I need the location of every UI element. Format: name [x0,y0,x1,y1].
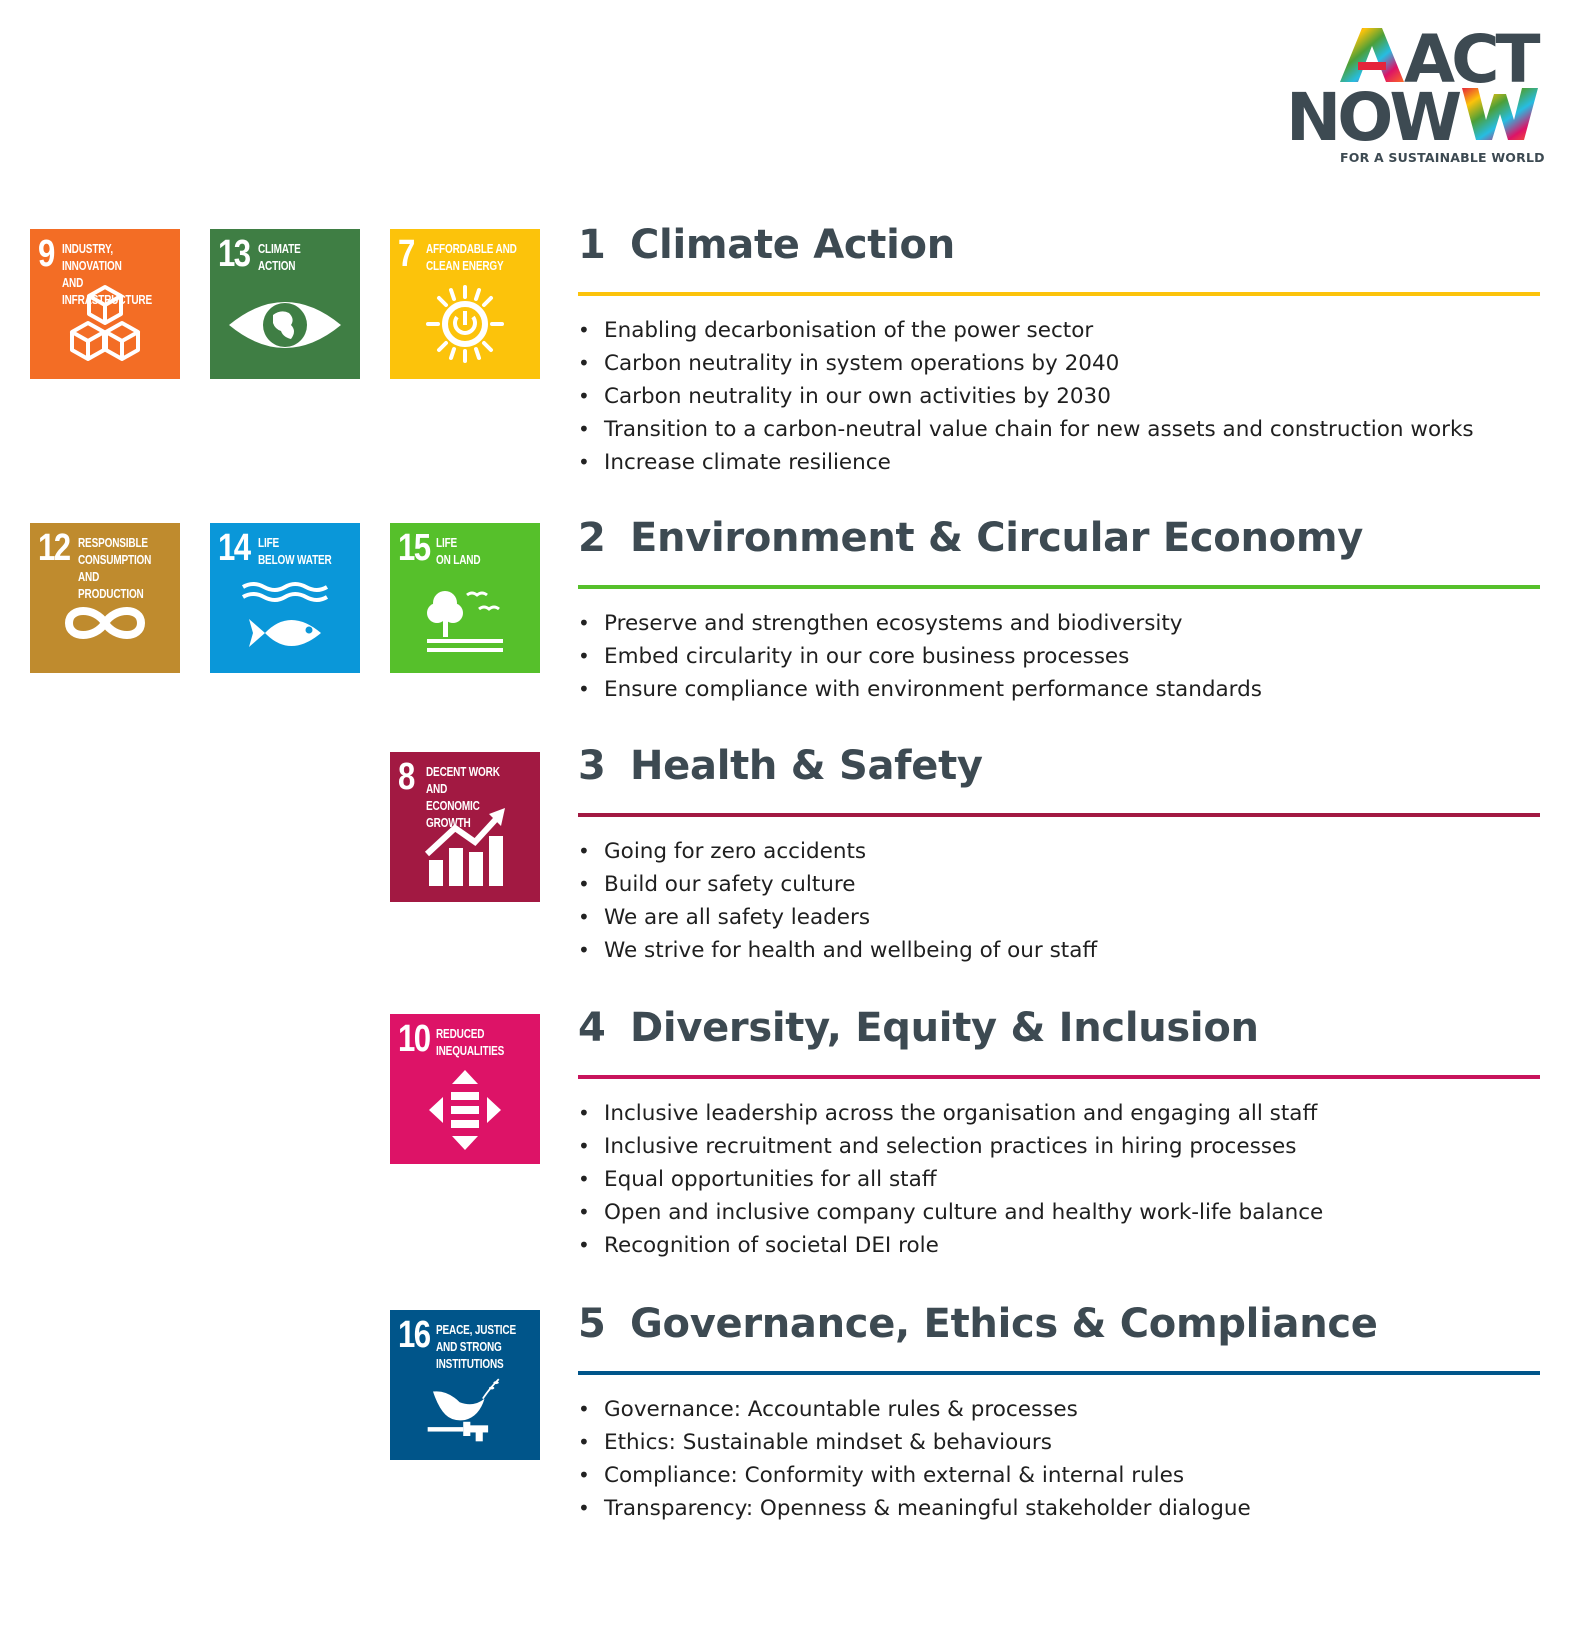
section-number: 5 [578,1301,606,1347]
section-divider [578,1371,1540,1375]
logo-now-text: NOW [1286,79,1459,156]
sdg-14-label: LIFE BELOW WATER [258,536,332,567]
sdg-7-number: 7 [398,233,414,275]
section-divider [578,1075,1540,1079]
sdg-8-tile [390,752,540,902]
sdg-9-label: INDUSTRY, INNOVATION AND INFRASTRUCTURE [62,242,152,307]
act-now-logo [1286,21,1550,168]
cubes-icon [55,279,155,369]
sdg-13-tile [210,229,360,379]
section-environment-circular-economy [578,515,1540,706]
growth-chart-icon [415,802,515,892]
sdg-7-label: AFFORDABLE AND CLEAN ENERGY [426,242,517,273]
logo-tagline: FOR A SUSTAINABLE WORLD [1340,150,1545,165]
sdg-7-tile [390,229,540,379]
bullet-item: • Recognition of societal DEI role [578,1229,1540,1262]
sdg-10-number: 10 [398,1018,430,1060]
section-health-safety [578,743,1540,967]
bullet-list [578,314,1540,479]
bullet-item: • Open and inclusive company culture and healthy work-life balance [578,1196,1540,1229]
section-title: Governance, Ethics & Compliance [630,1301,1378,1347]
section-header [578,515,1540,585]
bullet-item: • We are all safety leaders [578,901,1540,934]
section-header [578,222,1540,292]
sdg-10-label: REDUCED INEQUALITIES [436,1027,505,1058]
bullet-item: • Equal opportunities for all staff [578,1163,1540,1196]
sdg-10-tile [390,1014,540,1164]
section-climate-action [578,222,1540,479]
bullet-item: • Going for zero accidents [578,835,1540,868]
bullet-list [578,835,1540,967]
bullet-item: • Governance: Accountable rules & processes [578,1393,1540,1426]
sdg-14-number: 14 [218,527,250,569]
bullet-list [578,1097,1540,1262]
section-divider [578,585,1540,589]
section-header [578,1301,1540,1371]
sdg-12-number: 12 [38,527,70,569]
bullet-item: • Preserve and strengthen ecosystems and biodiversity [578,607,1540,640]
sdg-12-tile [30,523,180,673]
bullet-item: • We strive for health and wellbeing of our staff [578,934,1540,967]
section-title: Environment & Circular Economy [630,515,1363,561]
bullet-item: • Ensure compliance with environment performance standards [578,673,1540,706]
act-now-logo-mark [1286,21,1550,156]
equality-arrows-icon [415,1064,515,1154]
section-divider [578,813,1540,817]
bullet-item: • Carbon neutrality in our own activities by 2030 [578,380,1540,413]
sdg-9-tile [30,229,180,379]
eye-globe-icon [235,279,335,369]
bullet-item: • Inclusive recruitment and selection practices in hiring processes [578,1130,1540,1163]
bullet-item: • Increase climate resilience [578,446,1540,479]
sdg-16-label: PEACE, JUSTICE AND STRONG INSTITUTIONS [436,1323,517,1371]
section-header [578,1005,1540,1075]
sdg-16-number: 16 [398,1314,430,1356]
section-divider [578,292,1540,296]
section-number: 4 [578,1005,606,1051]
bullet-list [578,1393,1540,1525]
bullet-item: • Transition to a carbon-neutral value chain for new assets and construction works [578,413,1540,446]
tree-birds-icon [415,573,515,663]
bullet-item: • Carbon neutrality in system operations by 2040 [578,347,1540,380]
sdg-8-label: DECENT WORK AND ECONOMIC GROWTH [426,765,500,830]
section-governance-ethics-compliance [578,1301,1540,1525]
sdg-12-label: RESPONSIBLE CONSUMPTION AND PRODUCTION [78,536,152,601]
bullet-item: • Ethics: Sustainable mindset & behaviours [578,1426,1540,1459]
sdg-15-number: 15 [398,527,430,569]
dove-gavel-icon [415,1372,515,1452]
section-number: 1 [578,222,606,268]
sdg-15-label: LIFE ON LAND [436,536,481,567]
bullet-item: • Build our safety culture [578,868,1540,901]
sdg-14-tile [210,523,360,673]
sdg-13-number: 13 [218,233,250,275]
section-number: 2 [578,515,606,561]
logo-act-text: ACT [1404,21,1537,98]
sdg-13-label: CLIMATE ACTION [258,242,301,273]
bullet-item: • Embed circularity in our core business processes [578,640,1540,673]
infinity-icon [55,573,155,663]
sdg-8-number: 8 [398,756,414,798]
sun-power-icon [415,279,515,369]
bullet-item: • Compliance: Conformity with external & internal rules [578,1459,1540,1492]
section-number: 3 [578,743,606,789]
section-title: Health & Safety [630,743,983,789]
sdg-16-tile [390,1310,540,1460]
bullet-item: • Inclusive leadership across the organisation and engaging all staff [578,1097,1540,1130]
section-title: Diversity, Equity & Inclusion [630,1005,1259,1051]
sdg-9-number: 9 [38,233,54,275]
sdg-15-tile [390,523,540,673]
bullet-item: • Transparency: Openness & meaningful stakeholder dialogue [578,1492,1540,1525]
fish-icon [235,573,335,663]
bullet-list [578,607,1540,706]
section-title: Climate Action [630,222,955,268]
section-header [578,743,1540,813]
section-diversity-equity-inclusion [578,1005,1540,1262]
bullet-item: • Enabling decarbonisation of the power sector [578,314,1540,347]
